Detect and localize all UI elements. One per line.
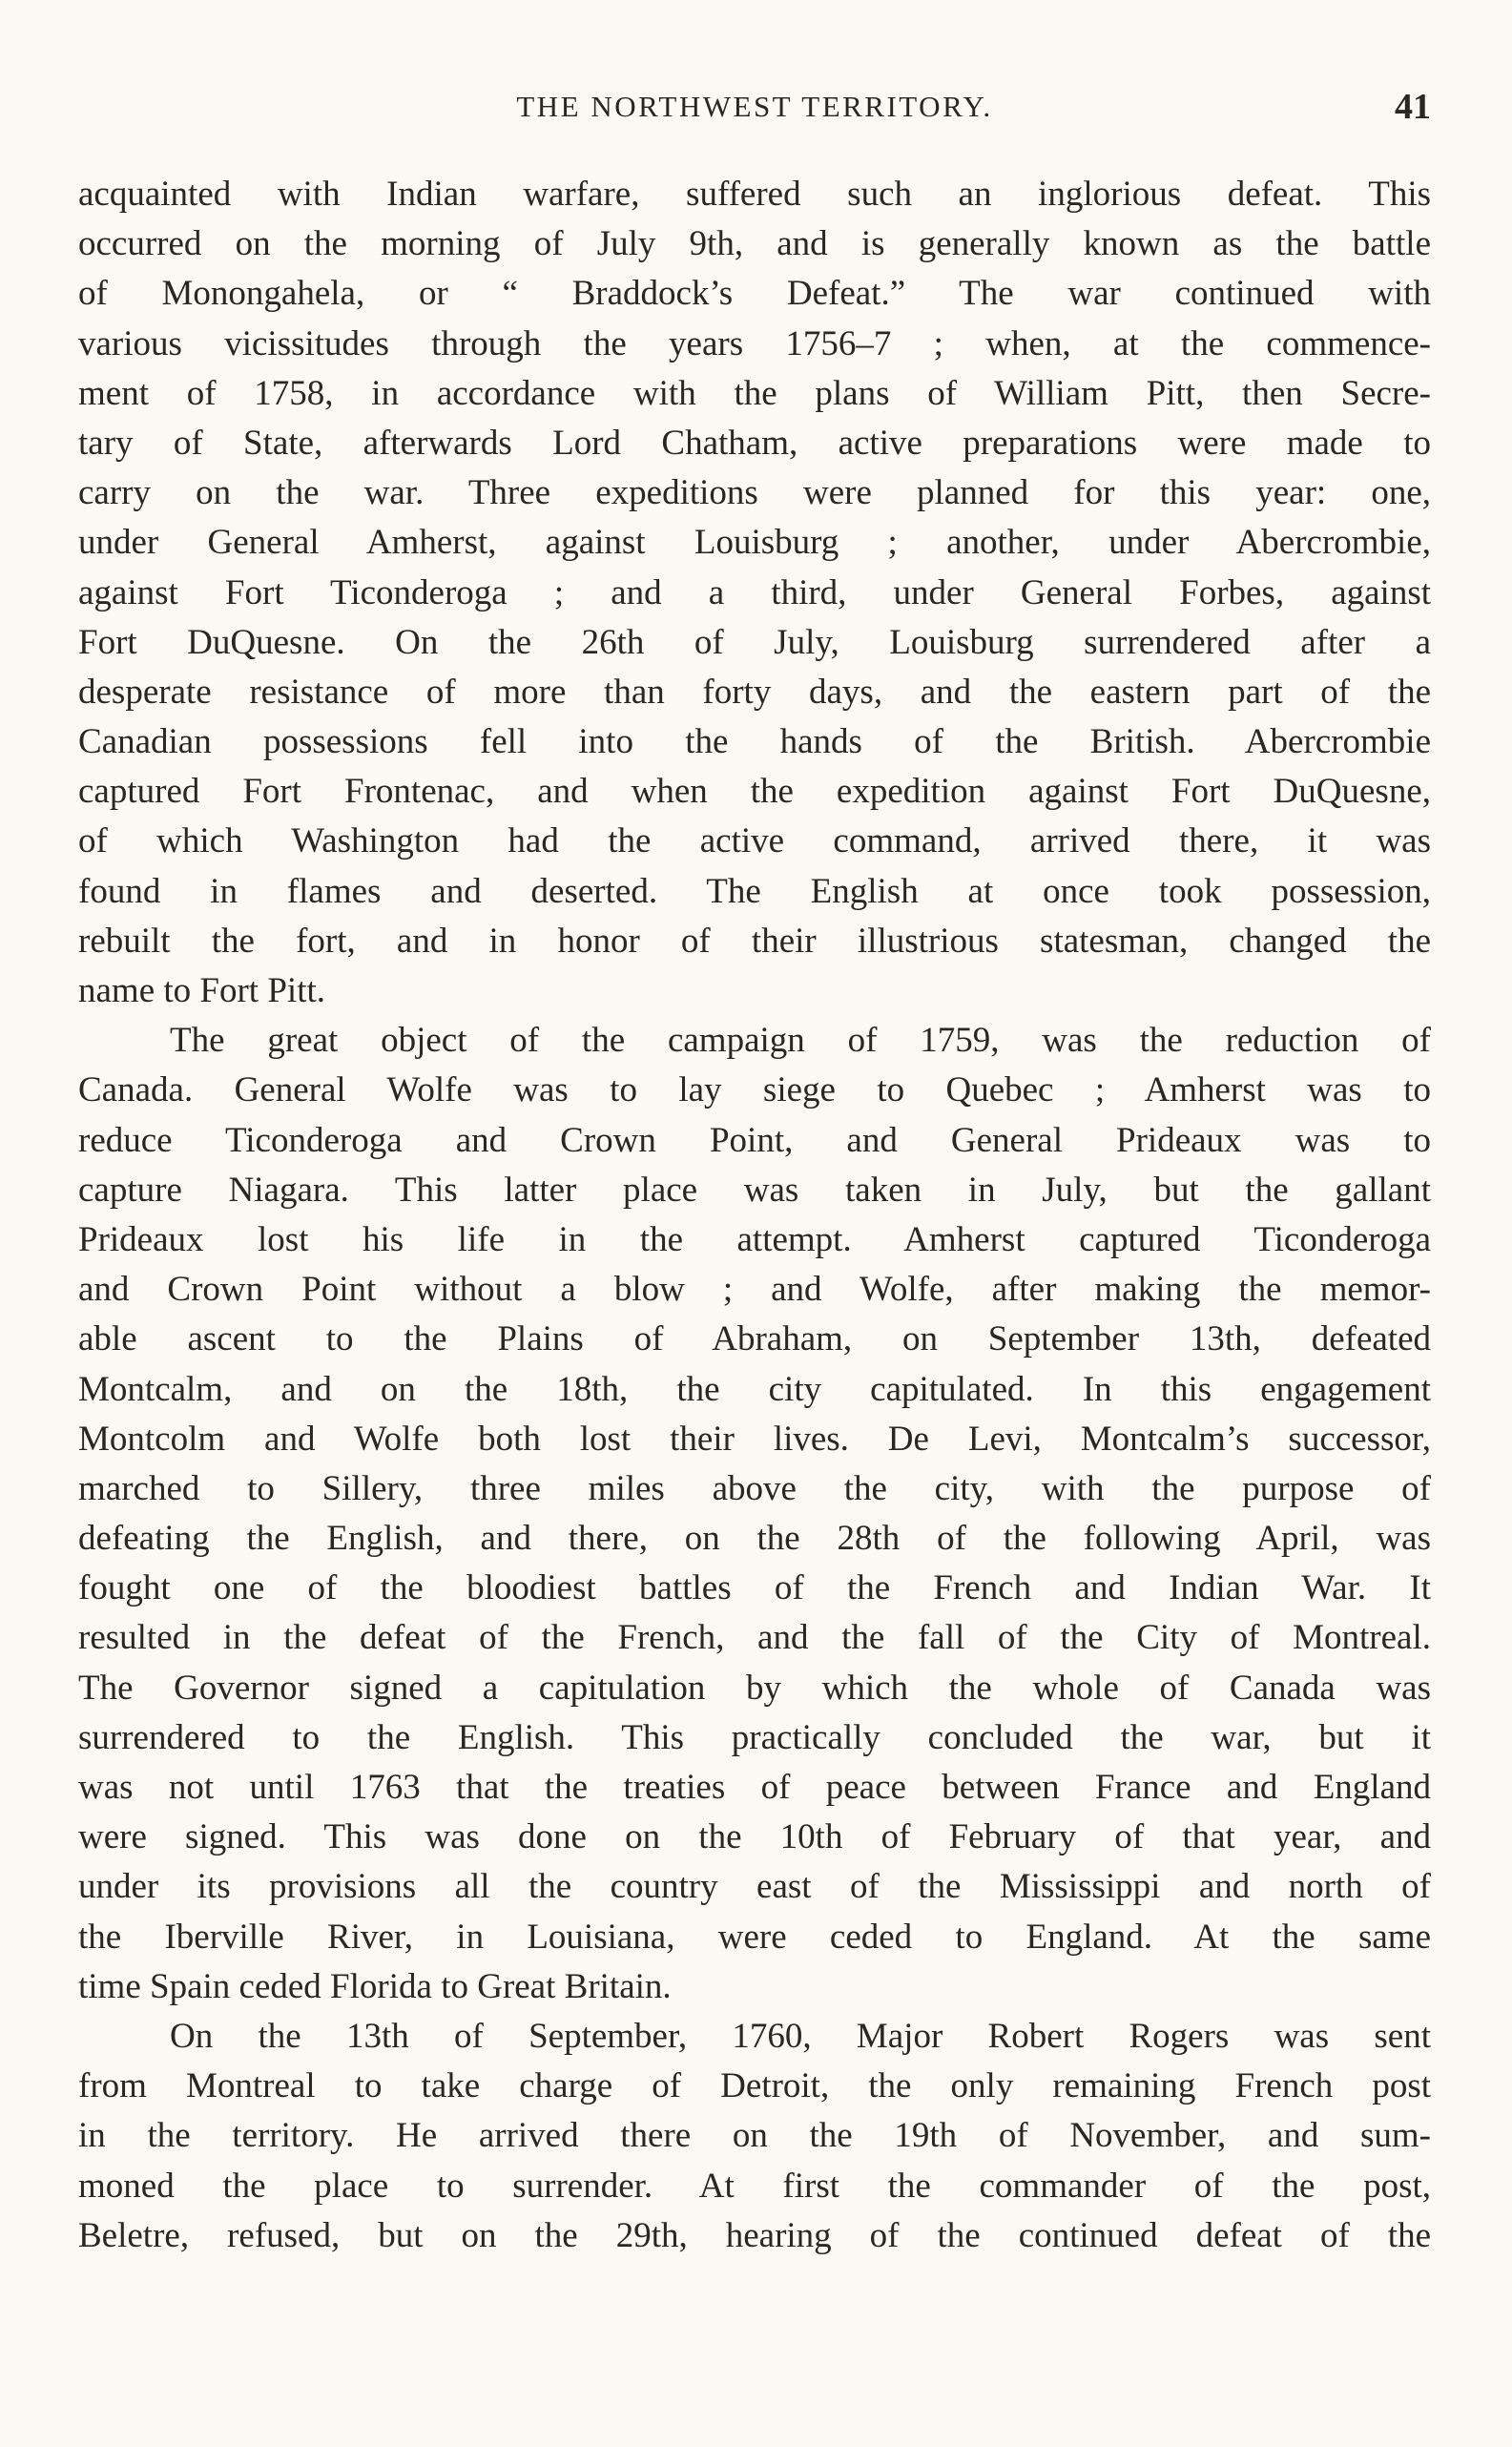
- text-line: from Montreal to take charge of Detroit, the only remaining French post: [78, 2066, 1431, 2106]
- text-line: captured Fort Frontenac, and when the expedition against Fort DuQuesne,: [78, 772, 1431, 812]
- text-line: Fort DuQuesne. On the 26th of July, Louisburg surrendered after a: [78, 622, 1431, 662]
- text-line: was not until 1763 that the treaties of peace between France and England: [78, 1768, 1431, 1807]
- text-line: various vicissitudes through the years 1756–7 ; when, at the commence-: [78, 323, 1431, 363]
- text-line: found in flames and deserted. The English at once took possession,: [78, 871, 1431, 911]
- text-line: of Monongahela, or “ Braddock’s Defeat.” The war continued with: [78, 274, 1431, 314]
- body-text: [78, 170, 1431, 2261]
- text-line: against Fort Ticonderoga ; and a third, under General Forbes, against: [78, 572, 1431, 612]
- text-line: and Crown Point without a blow ; and Wolfe, after making the memor-: [78, 1270, 1431, 1310]
- text-line: time Spain ceded Florida to Great Britain.: [78, 1966, 672, 2006]
- text-line: tary of State, afterwards Lord Chatham, active preparations were made to: [78, 423, 1431, 463]
- text-line: capture Niagara. This latter place was taken in July, but the gallant: [78, 1170, 1431, 1210]
- text-line: rebuilt the fort, and in honor of their illustrious statesman, changed the: [78, 921, 1431, 961]
- text-line: ment of 1758, in accordance with the plans of William Pitt, then Secre-: [78, 373, 1431, 413]
- text-line: The Governor signed a capitulation by which the whole of Canada was: [78, 1668, 1431, 1708]
- text-line: resulted in the defeat of the French, and the fall of the City of Montreal.: [78, 1618, 1431, 1658]
- text-line: Prideaux lost his life in the attempt. Amherst captured Ticonderoga: [78, 1219, 1431, 1259]
- text-line: fought one of the bloodiest battles of the French and Indian War. It: [78, 1568, 1431, 1608]
- text-line: Montcalm, and on the 18th, the city capitulated. In this engagement: [78, 1369, 1431, 1409]
- text-line: moned the place to surrender. At first the commander of the post,: [78, 2166, 1431, 2206]
- text-line: carry on the war. Three expeditions were planned for this year: one,: [78, 473, 1431, 513]
- text-line: the Iberville River, in Louisiana, were ceded to England. At the same: [78, 1917, 1431, 1957]
- text-line: On the 13th of September, 1760, Major Robert Rogers was sent: [170, 2016, 1431, 2056]
- text-line: defeating the English, and there, on the 28th of the following April, was: [78, 1519, 1431, 1559]
- text-line: under its provisions all the country east of the Mississippi and north of: [78, 1867, 1431, 1907]
- text-line: Montcolm and Wolfe both lost their lives. De Levi, Montcalm’s successor,: [78, 1419, 1431, 1459]
- text-line: under General Amherst, against Louisburg ; another, under Abercrombie,: [78, 523, 1431, 563]
- running-title: THE NORTHWEST TERRITORY.: [516, 90, 993, 123]
- text-line: able ascent to the Plains of Abraham, on September 13th, defeated: [78, 1319, 1431, 1359]
- text-line: of which Washington had the active command, arrived there, it was: [78, 821, 1431, 861]
- page-number: 41: [1395, 87, 1431, 127]
- text-line: name to Fort Pitt.: [78, 971, 325, 1010]
- text-line: desperate resistance of more than forty days, and the eastern part of the: [78, 672, 1431, 712]
- text-line: Beletre, refused, but on the 29th, hearing of the continued defeat of the: [78, 2215, 1431, 2255]
- running-header: [78, 84, 1431, 130]
- text-line: surrendered to the English. This practically concluded the war, but it: [78, 1717, 1431, 1757]
- text-line: Canadian possessions fell into the hands of the British. Abercrombie: [78, 722, 1431, 762]
- text-line: were signed. This was done on the 10th of February of that year, and: [78, 1817, 1431, 1857]
- text-line: reduce Ticonderoga and Crown Point, and General Prideaux was to: [78, 1120, 1431, 1160]
- text-line: marched to Sillery, three miles above the city, with the purpose of: [78, 1468, 1431, 1508]
- text-line: acquainted with Indian warfare, suffered such an inglorious defeat. This: [78, 175, 1431, 214]
- text-line: in the territory. He arrived there on the 19th of November, and sum-: [78, 2116, 1431, 2156]
- text-line: Canada. General Wolfe was to lay siege to Quebec ; Amherst was to: [78, 1070, 1431, 1110]
- text-line: occurred on the morning of July 9th, and is generally known as the battle: [78, 224, 1431, 264]
- text-line: The great object of the campaign of 1759, was the reduction of: [170, 1021, 1431, 1061]
